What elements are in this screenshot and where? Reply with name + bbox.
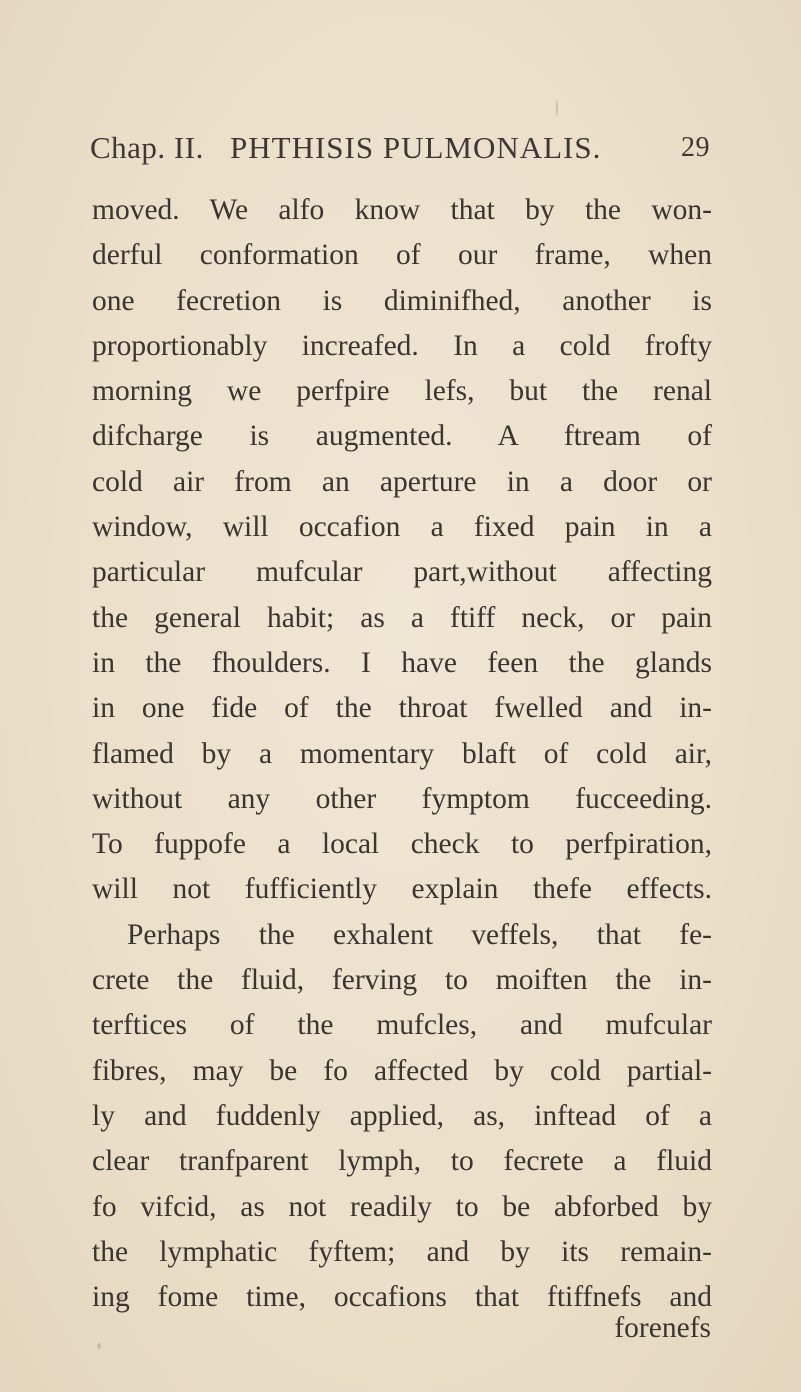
text-line: moved. We alfo know that by the won- (92, 194, 712, 226)
text-line: the general habit; as a ftiff neck, or pain (92, 601, 712, 634)
paragraph-start-line: Perhaps the exhalent veffels, that fe- (127, 918, 712, 951)
text-line: one fecretion is diminifhed, another is (92, 284, 712, 317)
text-line: crete the fluid, ferving to moiften the in- (92, 964, 712, 997)
text-line: without any other fymptom fucceeding. (92, 782, 712, 815)
running-title: PHTHISIS PULMONALIS. (230, 130, 602, 165)
body-text (92, 188, 712, 1320)
page-number: 29 (681, 132, 710, 163)
text-line: ly and fuddenly applied, as, inftead of a (92, 1099, 712, 1132)
text-line: will not fufficiently explain thefe effects. (92, 873, 712, 906)
text-line: difcharge is augmented. A ftream of (92, 420, 712, 453)
text-line: fo vifcid, as not readily to be abforbed by (92, 1190, 712, 1223)
ink-speck (97, 1343, 101, 1349)
text-line: To fuppofe a local check to perfpiration, (92, 828, 712, 861)
text-line: ing fome time, occafions that ftiffnefs and (92, 1281, 712, 1314)
text-line: in one fide of the throat fwelled and in- (92, 692, 712, 725)
chapter-label: Chap. II. (90, 130, 204, 165)
text-line: clear tranfparent lymph, to fecrete a fluid (92, 1145, 712, 1178)
text-line: window, will occafion a fixed pain in a (92, 511, 712, 544)
text-line: fibres, may be fo affected by cold partial- (92, 1054, 712, 1087)
text-line: flamed by a momentary blaft of cold air, (92, 737, 712, 770)
text-line: derful conformation of our frame, when (92, 239, 712, 272)
ink-speck (556, 100, 558, 116)
text-line: the lymphatic fyftem; and by its remain- (92, 1235, 712, 1268)
text-line: in the fhoulders. I have feen the glands (92, 646, 712, 679)
text-line: particular mufcular part,without affecting (92, 556, 712, 589)
text-line: proportionably increafed. In a cold frofty (92, 329, 712, 362)
text-line: cold air from an aperture in a door or (92, 465, 712, 498)
ink-speck (120, 1292, 123, 1302)
catchword: forenefs (614, 1312, 711, 1344)
text-line: morning we perfpire lefs, but the renal (92, 375, 712, 408)
text-line: terftices of the mufcles, and mufcular (92, 1009, 712, 1042)
running-header (90, 130, 710, 180)
